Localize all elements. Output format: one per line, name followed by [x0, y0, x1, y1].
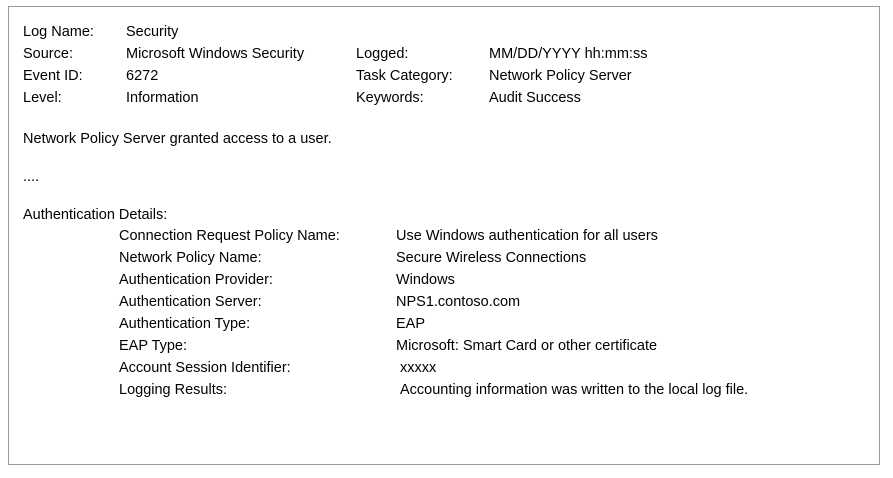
table-row	[119, 269, 748, 291]
table-row	[23, 21, 647, 43]
authentication-server-value: NPS1.contoso.com	[396, 293, 521, 310]
authentication-provider-value: Windows	[396, 271, 455, 288]
task-category-value: Network Policy Server	[489, 68, 632, 85]
header-empty-value-0	[489, 21, 647, 43]
table-row	[23, 87, 647, 109]
level-value: Information	[126, 90, 199, 107]
event-id-value: 6272	[126, 68, 159, 85]
table-row	[23, 65, 647, 87]
connection-request-policy-name-value: Use Windows authentication for all users	[396, 227, 658, 244]
keywords-value: Audit Success	[489, 90, 581, 107]
task-category-label: Task Category:	[356, 68, 453, 85]
source-value: Microsoft Windows Security	[126, 46, 305, 63]
connection-request-policy-name-label: Connection Request Policy Name:	[119, 227, 340, 244]
event-header-table	[23, 21, 647, 109]
spacer-after-description	[9, 151, 879, 167]
network-policy-name-label: Network Policy Name:	[119, 249, 262, 266]
authentication-type-label: Authentication Type:	[119, 315, 251, 332]
logged-label: Logged:	[356, 46, 409, 63]
authentication-server-label: Authentication Server:	[119, 293, 262, 310]
log-name-value: Security	[126, 24, 179, 40]
level-label: Level:	[23, 90, 62, 107]
account-session-identifier-label: Account Session Identifier:	[119, 359, 291, 376]
spacer-after-header	[9, 109, 879, 129]
table-row	[119, 379, 748, 401]
table-row	[119, 291, 748, 313]
authentication-details-table	[119, 225, 748, 401]
authentication-type-value: EAP	[396, 315, 426, 332]
eap-type-value: Microsoft: Smart Card or other certificate	[396, 337, 658, 354]
event-properties-panel	[8, 6, 880, 465]
table-row	[119, 247, 748, 269]
event-id-label: Event ID:	[23, 68, 83, 85]
logging-results-value: Accounting information was written to the local log file.	[400, 381, 749, 398]
table-row	[119, 225, 748, 247]
logging-results-label: Logging Results:	[119, 381, 228, 398]
table-row	[23, 43, 647, 65]
ellipsis-text: ....	[23, 168, 40, 185]
header-empty-label-0	[356, 21, 489, 43]
table-row	[119, 313, 748, 335]
table-row	[119, 357, 748, 379]
account-session-identifier-value: xxxxx	[400, 359, 437, 376]
source-label: Source:	[23, 46, 73, 63]
network-policy-name-value: Secure Wireless Connections	[396, 249, 587, 266]
authentication-details-title: Authentication Details:	[23, 206, 168, 223]
authentication-provider-label: Authentication Provider:	[119, 271, 273, 288]
keywords-label: Keywords:	[356, 90, 424, 107]
eap-type-label: EAP Type:	[119, 337, 187, 354]
event-description: Network Policy Server granted access to a user.	[23, 131, 332, 148]
log-name-label: Log Name:	[23, 24, 94, 40]
table-row	[119, 335, 748, 357]
logged-value: MM/DD/YYYY hh:mm:ss	[489, 46, 648, 63]
